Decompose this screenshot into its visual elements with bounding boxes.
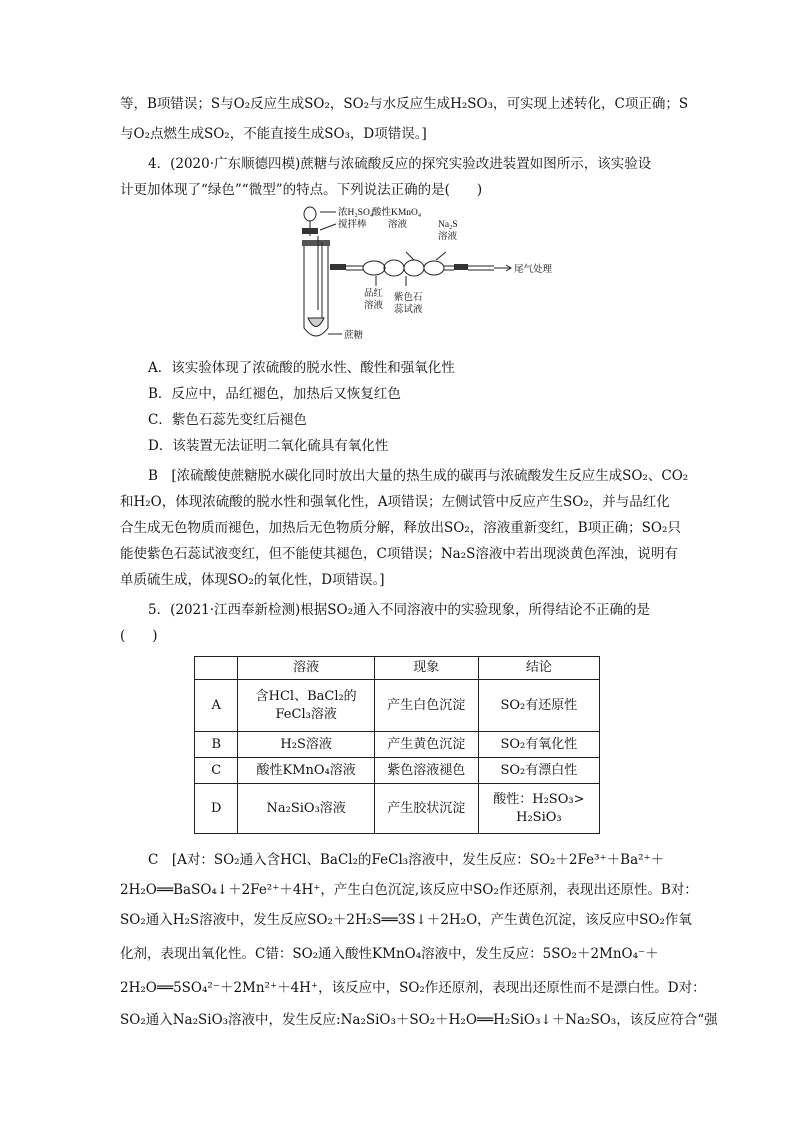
text-line: 等，B项错误；S与O₂反应生成SO₂，SO₂与水反应生成H₂SO₃，可实现上述转化，C项正确；S <box>120 96 689 112</box>
option-b: B．反应中，品红褪色，加热后又恢复红色 <box>148 386 401 402</box>
label-kmno4: 酸性KMnO₄ <box>372 208 422 218</box>
label-pinhong: 品红 <box>364 289 384 299</box>
conclusion-cell: SO₂有还原性 <box>478 680 599 732</box>
phenomenon-cell: 产生胶状沉淀 <box>374 784 478 834</box>
row-label: B <box>195 732 238 758</box>
question-4-stem: 4．(2020·广东顺德四模)蔗糖与浓硫酸反应的探究实验改进装置如图所示，该实验设 <box>148 156 652 172</box>
answer-5-line: 2H₂O══BaSO₄↓＋2Fe²⁺＋4H⁺，产生白色沉淀,该反应中SO₂作还原剂，表现出还原性。B对： <box>120 882 698 898</box>
table-header-row <box>195 657 600 680</box>
table-row <box>195 784 600 834</box>
question-5-stem: 5．(2021·江西奉新检测)根据SO₂通入不同溶液中的实验现象，所得结论不正确的是 <box>148 602 650 618</box>
apparatus-diagram <box>296 200 553 348</box>
table-header: 结论 <box>478 657 599 680</box>
label-litmus-solution: 蕊试液 <box>394 305 423 315</box>
answer-5-line: C [A对：SO₂通入含HCl、BaCl₂的FeCl₃溶液中，发生反应：SO₂＋2Fe³⁺＋Ba²⁺＋ <box>148 852 665 868</box>
solution-cell <box>238 680 374 732</box>
experiment-table <box>194 656 600 834</box>
conclusion-cell: SO₂有漂白性 <box>478 758 599 784</box>
table-header <box>195 657 238 680</box>
option-c: C．紫色石蕊先变红后褪色 <box>148 412 307 428</box>
phenomenon-cell: 产生白色沉淀 <box>374 680 478 732</box>
question-4-stem-cont: 计更加体现了“绿色”“微型”的特点。下列说法正确的是( ) <box>120 182 483 198</box>
answer-4-line: 单质硫生成，体现SO₂的氧化性，D项错误。] <box>120 572 385 588</box>
table-row <box>195 680 600 732</box>
phenomenon-cell: 紫色溶液褪色 <box>374 758 478 784</box>
table-header: 现象 <box>374 657 478 680</box>
text-line: 与O₂点燃生成SO₂，不能直接生成SO₃，D项错误。] <box>120 126 427 142</box>
label-rod: 搅拌棒 <box>338 220 367 230</box>
label-sugar: 蔗糖 <box>344 331 364 341</box>
solution-cell: Na₂SiO₃溶液 <box>238 784 374 834</box>
answer-4-line: 能使紫色石蕊试液变红，但不能使其褪色，C项错误；Na₂S溶液中若出现淡黄色浑浊，说明有 <box>120 546 678 562</box>
option-a: A．该实验体现了浓硫酸的脱水性、酸性和强氧化性 <box>148 360 455 376</box>
table-header: 溶液 <box>238 657 374 680</box>
question-5-stem-cont: ( ) <box>120 628 158 644</box>
answer-5-line: SO₂通入Na₂SiO₃溶液中，发生反应:Na₂SiO₃＋SO₂＋H₂O══H₂SiO₃↓＋Na₂SO₃，该反应符合“强 <box>120 1012 718 1028</box>
row-label: A <box>195 680 238 732</box>
answer-4-line: B [浓硫酸使蔗糖脱水碳化同时放出大量的热生成的碳再与浓硫酸发生反应生成SO₂、CO₂ <box>148 468 689 484</box>
table-row <box>195 732 600 758</box>
answer-5-line: 2H₂O══5SO₄²⁻＋2Mn²⁺＋4H⁺，该反应中，SO₂作还原剂，表现出还原性而不是漂白性。D对： <box>120 980 706 996</box>
phenomenon-cell: 产生黄色沉淀 <box>374 732 478 758</box>
answer-4-line: 合生成无色物质而褪色，加热后无色物质分解，释放出SO₂，溶液重新变红，B项正确；SO₂只 <box>120 520 681 536</box>
solution-text: FeCl₃溶液 <box>275 706 337 722</box>
conclusion-text: 酸性：H₂SO₃> <box>493 791 585 807</box>
conclusion-cell: SO₂有氧化性 <box>478 732 599 758</box>
label-litmus: 紫色石 <box>394 293 423 303</box>
row-label: D <box>195 784 238 834</box>
label-na2s-solution: 溶液 <box>438 232 458 242</box>
solution-cell: H₂S溶液 <box>238 732 374 758</box>
label-pinhong-solution: 溶液 <box>364 301 384 311</box>
answer-5-line: SO₂通入H₂S溶液中，发生反应SO₂＋2H₂S══3S↓＋2H₂O，产生黄色沉淀，该反应中SO₂作氧 <box>120 912 692 928</box>
table-row <box>195 758 600 784</box>
label-na2s: Na₂S <box>438 220 458 230</box>
conclusion-text: H₂SiO₃ <box>516 809 562 825</box>
solution-text: 含HCl、BaCl₂的 <box>255 688 357 704</box>
answer-5-line: 化剂，表现出氧化性。C错：SO₂通入酸性KMnO₄溶液中，发生反应：5SO₂＋2MnO₄⁻＋ <box>120 946 659 962</box>
conclusion-cell <box>478 784 599 834</box>
row-label: C <box>195 758 238 784</box>
label-tail-gas: 尾气处理 <box>514 265 553 275</box>
label-kmno4-solution: 溶液 <box>388 220 408 230</box>
solution-cell: 酸性KMnO₄溶液 <box>238 758 374 784</box>
answer-4-line: 和H₂O，体现浓硫酸的脱水性和强氧化性，A项错误；左侧试管中反应产生SO₂，并与品红化 <box>120 494 670 510</box>
label-acid: 浓H₂SO₄ <box>338 208 374 218</box>
option-d: D．该装置无法证明二氧化硫具有氧化性 <box>148 438 389 454</box>
